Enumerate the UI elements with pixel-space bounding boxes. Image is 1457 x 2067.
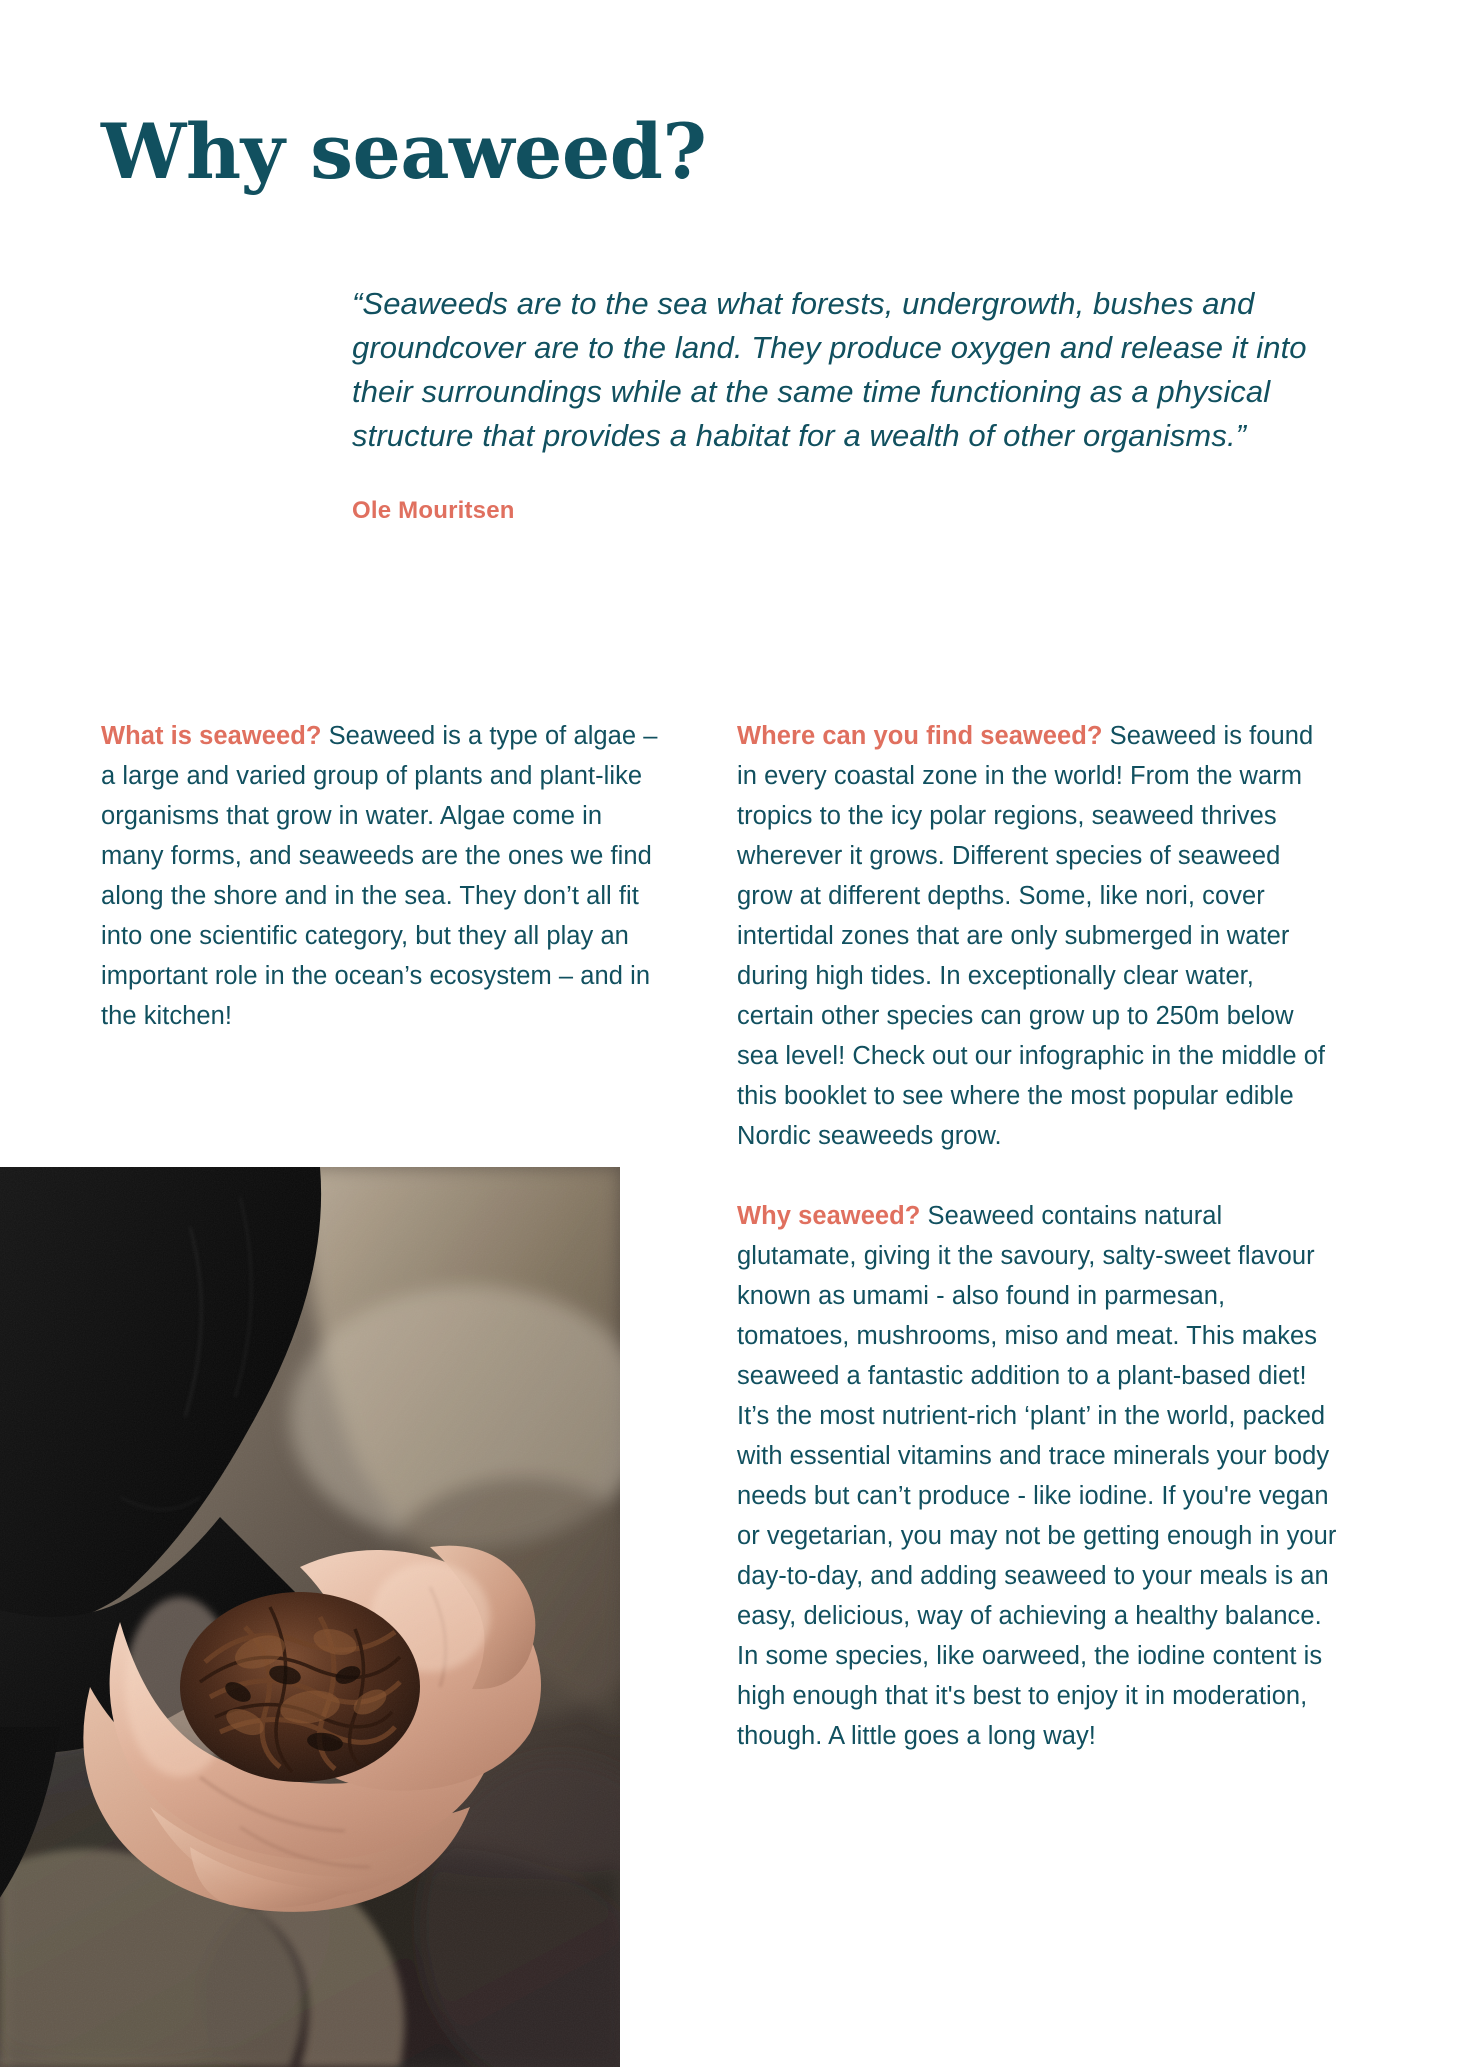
pull-quote-author: Ole Mouritsen: [352, 497, 515, 524]
paragraph-lead-in: Where can you find seaweed?: [737, 722, 1103, 750]
paragraph-lead-in: Why seaweed?: [737, 1202, 921, 1230]
paragraph-lead-in: What is seaweed?: [101, 722, 322, 750]
pull-quote-text: “Seaweeds are to the sea what forests, undergrowth, bushes and groundcover are to the land. They produce oxygen and release it into their surroundings while at the same time functioning as a physical structure that provides a habitat for a wealth of other organisms.”: [352, 286, 1307, 453]
body-column-right: [737, 716, 1337, 1756]
paragraph-body: Seaweed is a type of algae – a large and varied group of plants and plant-like organisms that grow in water. Algae come in many forms, and seaweeds are the ones we find along the shore and in the sea. They don’t all fit into one scientific category, but they all play an important role in the ocean’s ecosystem – and in the kitchen!: [101, 722, 658, 1030]
paragraph-body: Seaweed contains natural glutamate, giving it the savoury, salty-sweet flavour known as umami - also found in parmesan, tomatoes, mushrooms, miso and meat. This makes seaweed a fantastic addition to a plant-based diet! It’s the most nutrient-rich ‘plant’ in the world, packed with essential vitamins and trace minerals your body needs but can’t produce - like iodine. If you're vegan or vegetarian, you may not be getting enough in your day-to-day, and adding seaweed to your meals is an easy, delicious, way of achieving a healthy balance. In some species, like oarweed, the iodine content is high enough that it's best to enjoy it in moderation, though. A little goes a long way!: [737, 1202, 1337, 1750]
paragraph: [737, 716, 1337, 1156]
paragraph: [737, 1196, 1337, 1756]
pull-quote: [352, 282, 1337, 526]
body-column-left: [101, 716, 671, 1036]
paragraph-body: Seaweed is found in every coastal zone in the world! From the warm tropics to the icy polar regions, seaweed thrives wherever it grows. Different species of seaweed grow at different depths. Some, like nori, cover intertidal zones that are only submerged in water during high tides. In exceptionally clear water, certain other species can grow up to 250m below sea level! Check out our infographic in the middle of this booklet to see where the most popular edible Nordic seaweeds grow.: [737, 722, 1326, 1150]
page-title: Why seaweed?: [101, 106, 707, 196]
paragraph: [101, 716, 671, 1036]
hands-holding-seaweed-photo: [0, 1167, 620, 2067]
